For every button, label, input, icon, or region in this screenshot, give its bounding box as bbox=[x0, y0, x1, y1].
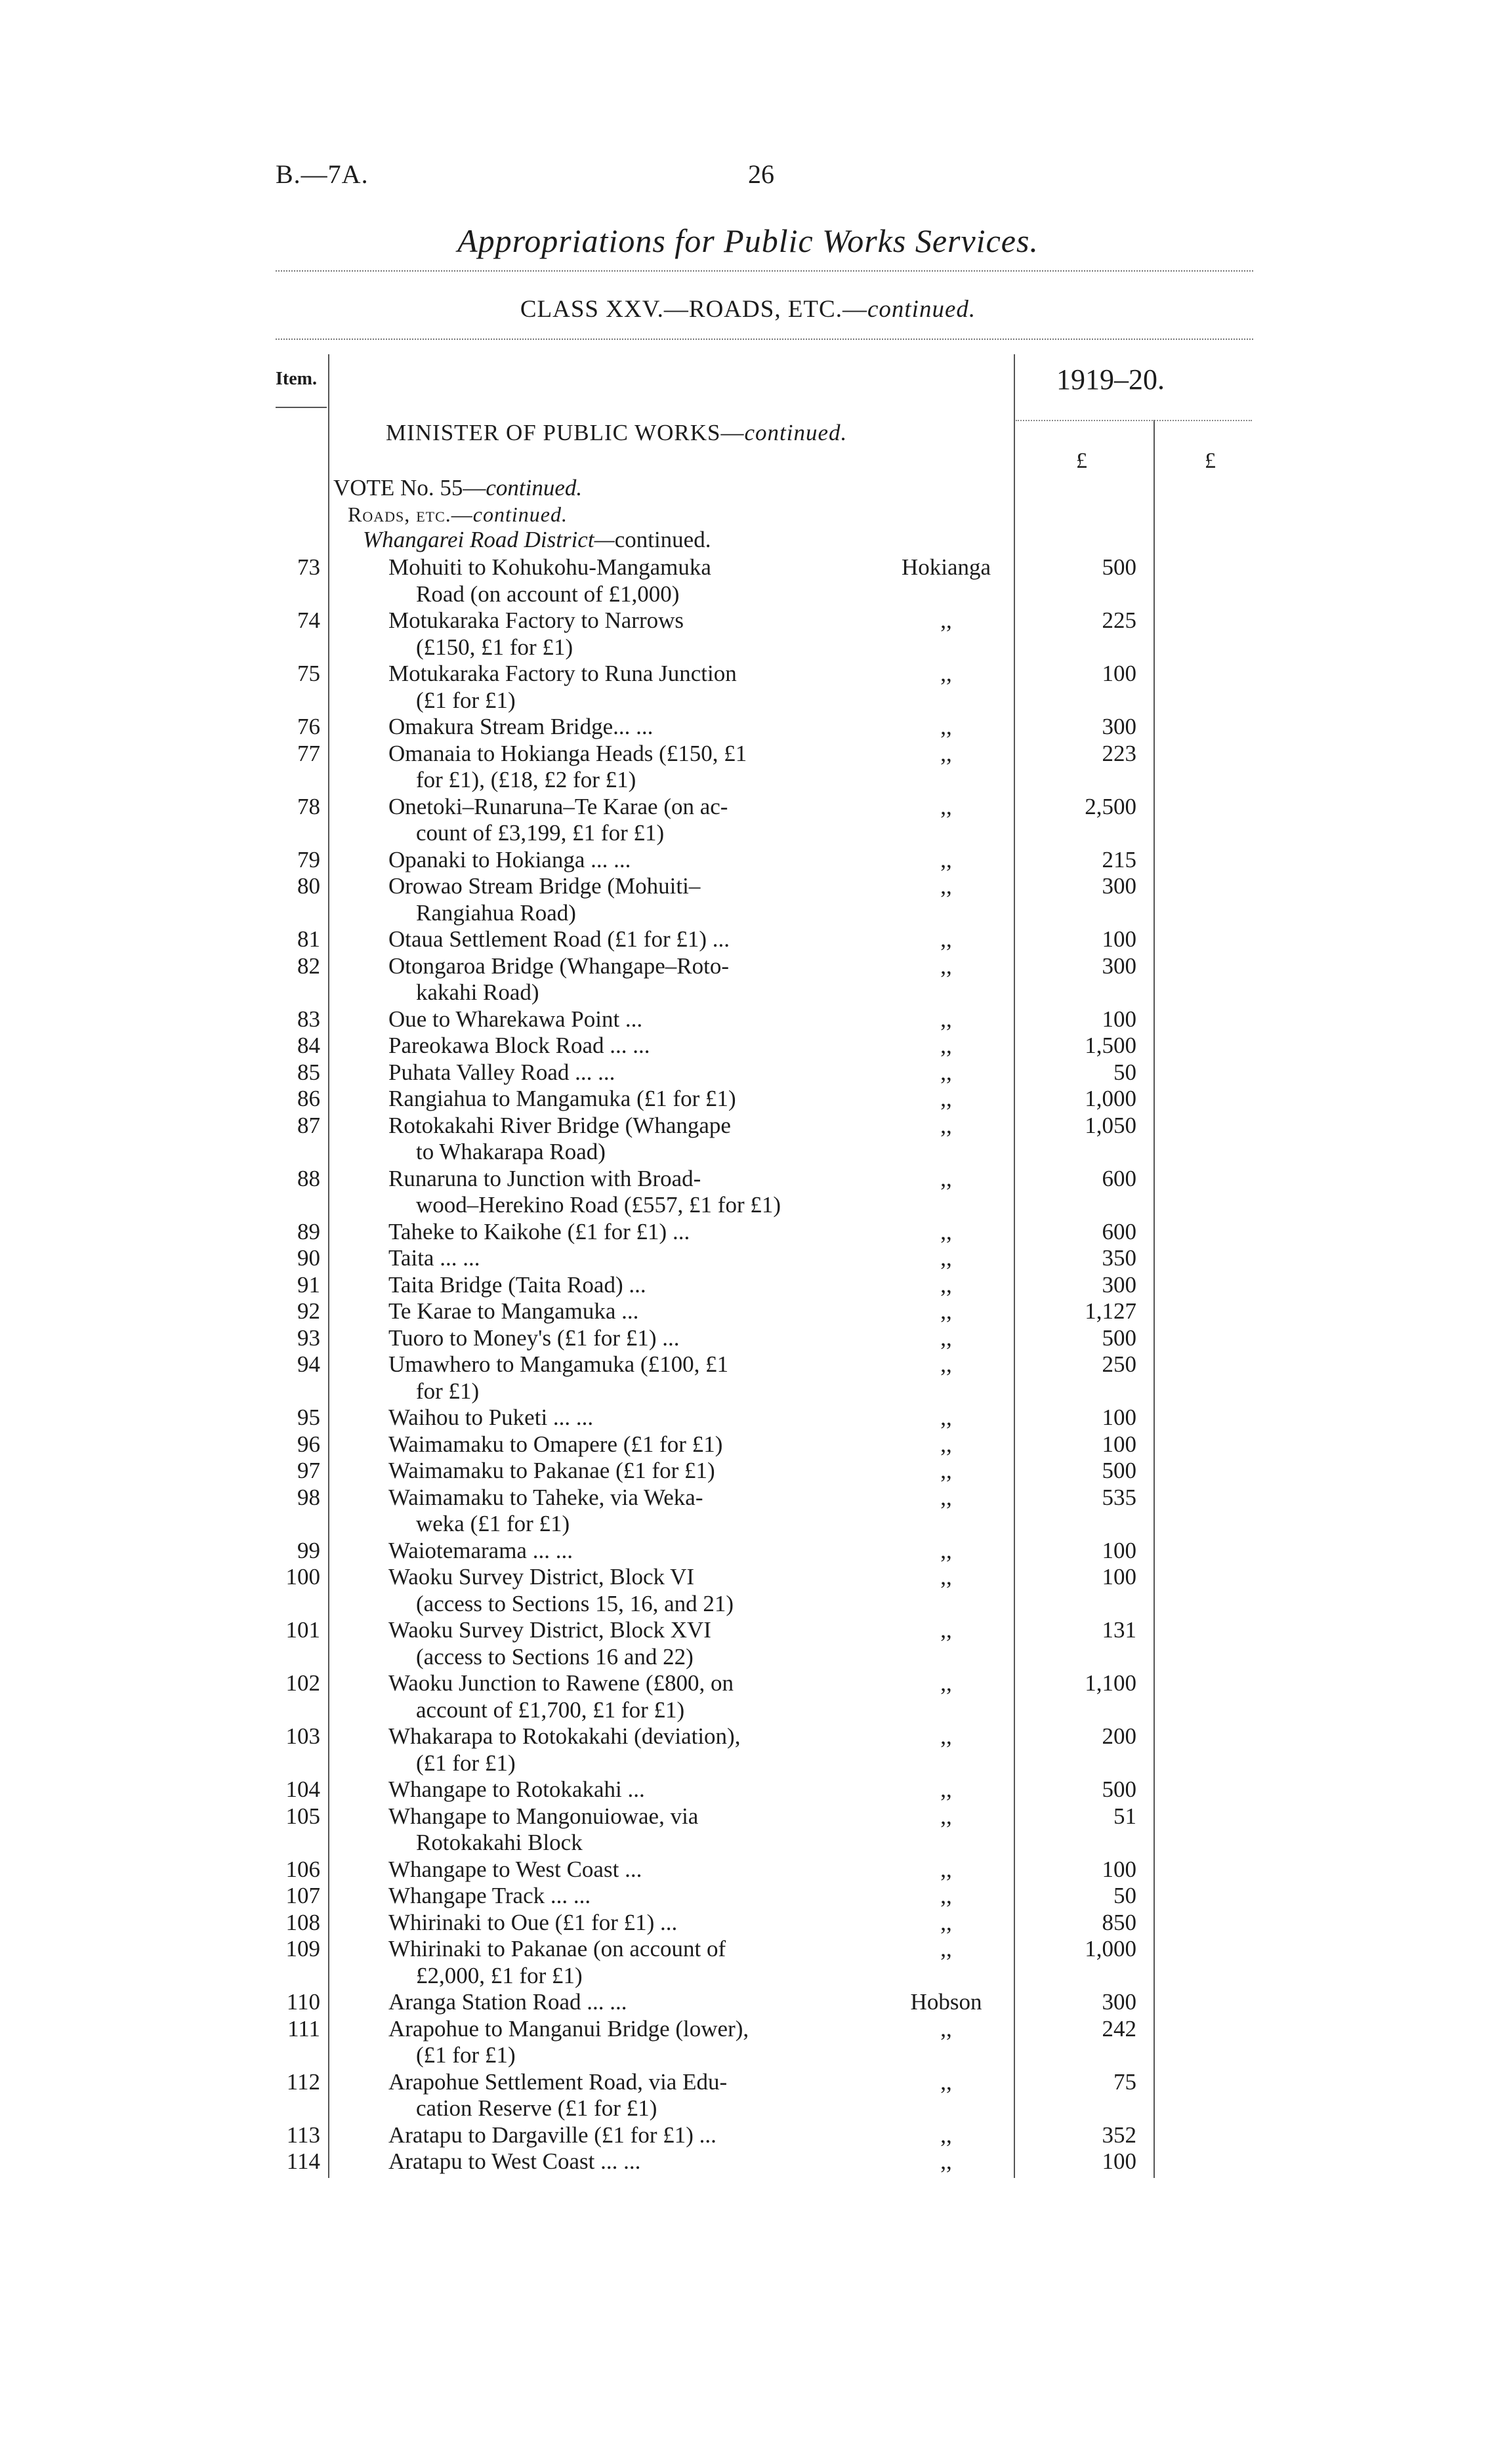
description-continuation: cation Reserve (£1 for £1) bbox=[416, 2095, 657, 2121]
vote-heading-continued: continued. bbox=[486, 475, 583, 501]
item-number: 95 bbox=[297, 1405, 320, 1430]
amount-value: 300 bbox=[1102, 1271, 1136, 1298]
amount-value: 600 bbox=[1102, 1165, 1136, 1191]
item-number: 77 bbox=[297, 740, 320, 766]
table-row bbox=[0, 1033, 1496, 1059]
item-description bbox=[388, 1006, 835, 1033]
description-line: Arapohue to Manganui Bridge (lower), bbox=[388, 2015, 749, 2042]
description-line: Umawhero to Mangamuka (£100, £1 bbox=[388, 1351, 729, 1377]
district-name: ,, bbox=[940, 714, 952, 739]
description-line: Orowao Stream Bridge (Mohuiti– bbox=[388, 873, 701, 899]
item-number: 94 bbox=[297, 1351, 320, 1377]
item-description bbox=[388, 661, 835, 714]
table-row bbox=[0, 714, 1496, 741]
description-continuation: count of £3,199, £1 for £1) bbox=[416, 820, 665, 846]
district-name: Hokianga bbox=[901, 554, 991, 580]
amount-value: 850 bbox=[1102, 1909, 1136, 1935]
description-line: Taita ... ... bbox=[388, 1245, 480, 1271]
district-name: ,, bbox=[940, 2015, 952, 2042]
amount-value: 1,100 bbox=[1085, 1670, 1136, 1696]
item-description bbox=[388, 1910, 835, 1937]
table-row bbox=[0, 1776, 1496, 1803]
table-row bbox=[0, 1325, 1496, 1352]
district-heading-main: Whangarei Road District— bbox=[363, 527, 615, 552]
table-row bbox=[0, 1006, 1496, 1033]
appropriations-table bbox=[0, 554, 1496, 2175]
minister-heading-continued: continued. bbox=[744, 420, 848, 445]
district-name: ,, bbox=[940, 740, 952, 766]
description-line: Waoku Survey District, Block VI bbox=[388, 1564, 695, 1590]
table-row bbox=[0, 2148, 1496, 2175]
table-row bbox=[0, 1405, 1496, 1431]
amount-value: 500 bbox=[1102, 1458, 1136, 1483]
description-line: Mohuiti to Kohukohu-Mangamuka bbox=[388, 554, 711, 580]
item-description bbox=[388, 1325, 835, 1352]
district-heading-continued: continued. bbox=[614, 527, 711, 552]
item-description bbox=[388, 1405, 835, 1431]
table-row bbox=[0, 1485, 1496, 1538]
amount-value: 50 bbox=[1113, 1059, 1136, 1085]
description-continuation: Road (on account of £1,000) bbox=[416, 581, 680, 607]
description-line: Waoku Survey District, Block XVI bbox=[388, 1617, 711, 1643]
table-row bbox=[0, 1723, 1496, 1776]
item-description bbox=[388, 1485, 835, 1538]
item-number: 92 bbox=[297, 1298, 320, 1324]
table-row bbox=[0, 2016, 1496, 2069]
description-line: Opanaki to Hokianga ... ... bbox=[388, 846, 631, 873]
item-description bbox=[388, 1033, 835, 1059]
district-name: ,, bbox=[940, 1033, 952, 1058]
item-number: 96 bbox=[297, 1431, 320, 1457]
amount-value: 100 bbox=[1102, 926, 1136, 952]
item-column-header: Item. bbox=[276, 369, 317, 389]
item-description bbox=[388, 1059, 835, 1086]
description-line: Arapohue Settlement Road, via Edu- bbox=[388, 2068, 728, 2095]
item-description bbox=[388, 1723, 835, 1776]
table-row bbox=[0, 1298, 1496, 1325]
district-name: ,, bbox=[940, 1909, 952, 1935]
table-row bbox=[0, 1245, 1496, 1272]
description-line: Whangape to Rotokakahi ... bbox=[388, 1776, 645, 1802]
amount-value: 223 bbox=[1102, 740, 1136, 766]
district-name: ,, bbox=[940, 1856, 952, 1882]
district-name: ,, bbox=[940, 1431, 952, 1457]
amount-value: 100 bbox=[1102, 1431, 1136, 1457]
table-row bbox=[0, 794, 1496, 847]
item-number: 107 bbox=[285, 1883, 320, 1908]
description-line: Otaua Settlement Road (£1 for £1) ... bbox=[388, 926, 730, 952]
district-name: ,, bbox=[940, 2068, 952, 2095]
district-name: ,, bbox=[940, 1218, 952, 1244]
description-line: Whangape Track ... ... bbox=[388, 1883, 591, 1908]
item-number: 101 bbox=[285, 1617, 320, 1643]
district-name: ,, bbox=[940, 846, 952, 873]
table-row bbox=[0, 1883, 1496, 1910]
table-row bbox=[0, 1219, 1496, 1246]
description-line: Onetoki–Runaruna–Te Karae (on ac- bbox=[388, 793, 728, 819]
description-continuation: (£1 for £1) bbox=[416, 2042, 516, 2068]
district-name: ,, bbox=[940, 607, 952, 633]
district-name: ,, bbox=[940, 1086, 952, 1111]
item-description bbox=[388, 2016, 835, 2069]
item-number: 89 bbox=[297, 1218, 320, 1244]
table-row bbox=[0, 1272, 1496, 1299]
amount-value: 300 bbox=[1102, 873, 1136, 899]
item-number: 73 bbox=[297, 554, 320, 580]
item-number: 86 bbox=[297, 1086, 320, 1111]
table-row bbox=[0, 953, 1496, 1006]
district-name: ,, bbox=[940, 1617, 952, 1643]
description-line: Otongaroa Bridge (Whangape–Roto- bbox=[388, 953, 730, 979]
description-continuation: for £1), (£18, £2 for £1) bbox=[416, 767, 636, 792]
amount-value: 535 bbox=[1102, 1484, 1136, 1510]
table-row bbox=[0, 1458, 1496, 1485]
district-name: ,, bbox=[940, 2148, 952, 2174]
table-top-divider bbox=[276, 339, 1253, 340]
description-line: Whirinaki to Pakanae (on account of bbox=[388, 1936, 726, 1961]
item-description bbox=[388, 1564, 835, 1617]
description-line: Waihou to Puketi ... ... bbox=[388, 1405, 594, 1430]
description-continuation: (access to Sections 15, 16, and 21) bbox=[416, 1590, 734, 1616]
item-description bbox=[388, 554, 835, 607]
table-row bbox=[0, 554, 1496, 607]
item-description bbox=[388, 953, 835, 1006]
table-row bbox=[0, 1431, 1496, 1458]
district-name: ,, bbox=[940, 2122, 952, 2148]
description-line: Waimamaku to Omapere (£1 for £1) bbox=[388, 1431, 723, 1457]
amount-value: 1,050 bbox=[1085, 1112, 1136, 1138]
item-number: 74 bbox=[297, 607, 320, 633]
district-name: ,, bbox=[940, 1803, 952, 1829]
item-number: 91 bbox=[297, 1271, 320, 1298]
item-description bbox=[388, 1113, 835, 1166]
item-description bbox=[388, 1776, 835, 1803]
description-continuation: (£1 for £1) bbox=[416, 1750, 516, 1776]
description-line: Waoku Junction to Rawene (£800, on bbox=[388, 1670, 734, 1696]
amount-value: 100 bbox=[1102, 2148, 1136, 2174]
item-number: 114 bbox=[286, 2148, 320, 2174]
item-description bbox=[388, 1166, 835, 1219]
table-row bbox=[0, 1670, 1496, 1723]
item-description bbox=[388, 847, 835, 874]
currency-symbol: £ bbox=[1205, 449, 1216, 473]
item-description bbox=[388, 2069, 835, 2122]
description-line: Waiotemarama ... ... bbox=[388, 1537, 573, 1563]
item-number: 76 bbox=[297, 714, 320, 739]
amount-value: 100 bbox=[1102, 1564, 1136, 1590]
district-name: ,, bbox=[940, 953, 952, 979]
amount-value: 50 bbox=[1113, 1883, 1136, 1908]
description-continuation: weka (£1 for £1) bbox=[416, 1511, 570, 1536]
table-row bbox=[0, 1538, 1496, 1565]
district-name: Hobson bbox=[910, 1989, 982, 2015]
table-row bbox=[0, 926, 1496, 953]
amount-value: 300 bbox=[1102, 714, 1136, 739]
year-header-rule bbox=[1016, 420, 1252, 421]
item-number: 105 bbox=[285, 1803, 320, 1829]
description-continuation: (access to Sections 16 and 22) bbox=[416, 1643, 694, 1670]
table-row bbox=[0, 1857, 1496, 1883]
district-name: ,, bbox=[940, 1537, 952, 1563]
item-description bbox=[388, 926, 835, 953]
district-name: ,, bbox=[940, 1405, 952, 1430]
table-row bbox=[0, 1803, 1496, 1857]
item-description bbox=[388, 1219, 835, 1246]
description-line: Motukaraka Factory to Narrows bbox=[388, 607, 684, 633]
amount-value: 350 bbox=[1102, 1245, 1136, 1271]
description-line: Rangiahua to Mangamuka (£1 for £1) bbox=[388, 1086, 736, 1111]
description-line: Puhata Valley Road ... ... bbox=[388, 1059, 615, 1085]
item-number: 90 bbox=[297, 1245, 320, 1271]
district-name: ,, bbox=[940, 1271, 952, 1298]
table-row bbox=[0, 1086, 1496, 1113]
description-continuation: account of £1,700, £1 for £1) bbox=[416, 1696, 685, 1723]
description-continuation: wood–Herekino Road (£557, £1 for £1) bbox=[416, 1192, 781, 1218]
table-row bbox=[0, 1617, 1496, 1670]
amount-value: 1,500 bbox=[1085, 1033, 1136, 1058]
table-row bbox=[0, 873, 1496, 926]
description-line: Whirinaki to Oue (£1 for £1) ... bbox=[388, 1909, 678, 1935]
item-number: 83 bbox=[297, 1006, 320, 1032]
description-line: Tuoro to Money's (£1 for £1) ... bbox=[388, 1324, 680, 1351]
description-continuation: (£1 for £1) bbox=[416, 687, 516, 713]
amount-value: 100 bbox=[1102, 661, 1136, 686]
item-number: 102 bbox=[285, 1670, 320, 1696]
district-name: ,, bbox=[940, 1458, 952, 1483]
description-line: Taheke to Kaikohe (£1 for £1) ... bbox=[388, 1218, 690, 1244]
amount-value: 2,500 bbox=[1085, 793, 1136, 819]
description-line: Aratapu to West Coast ... ... bbox=[388, 2148, 641, 2174]
item-description bbox=[388, 1803, 835, 1857]
roads-heading bbox=[348, 503, 568, 527]
item-description bbox=[388, 2122, 835, 2149]
item-description bbox=[388, 794, 835, 847]
description-continuation: Rangiahua Road) bbox=[416, 899, 576, 926]
table-row bbox=[0, 2122, 1496, 2149]
item-description bbox=[388, 1245, 835, 1272]
table-row bbox=[0, 661, 1496, 714]
item-description bbox=[388, 741, 835, 794]
description-continuation: £2,000, £1 for £1) bbox=[416, 1962, 583, 1988]
item-number: 82 bbox=[297, 953, 320, 979]
amount-value: 75 bbox=[1113, 2068, 1136, 2095]
description-line: Te Karae to Mangamuka ... bbox=[388, 1298, 639, 1324]
item-description bbox=[388, 1883, 835, 1910]
amount-value: 100 bbox=[1102, 1537, 1136, 1563]
item-description bbox=[388, 1936, 835, 1989]
amount-value: 51 bbox=[1113, 1803, 1136, 1829]
amount-value: 1,127 bbox=[1085, 1298, 1136, 1324]
description-continuation: (£150, £1 for £1) bbox=[416, 634, 573, 660]
description-line: Runaruna to Junction with Broad- bbox=[388, 1165, 701, 1191]
description-line: Motukaraka Factory to Runa Junction bbox=[388, 661, 737, 686]
minister-heading bbox=[386, 420, 847, 446]
item-number: 106 bbox=[285, 1856, 320, 1882]
amount-value: 500 bbox=[1102, 1776, 1136, 1802]
amount-value: 250 bbox=[1102, 1351, 1136, 1377]
item-description bbox=[388, 1086, 835, 1113]
description-continuation: for £1) bbox=[416, 1378, 480, 1404]
district-name: ,, bbox=[940, 661, 952, 686]
item-number: 75 bbox=[297, 661, 320, 686]
item-description bbox=[388, 1670, 835, 1723]
amount-value: 131 bbox=[1102, 1617, 1136, 1643]
amount-value: 1,000 bbox=[1085, 1086, 1136, 1111]
page-title: Appropriations for Public Works Services. bbox=[457, 222, 1039, 259]
description-line: Whakarapa to Rotokakahi (deviation), bbox=[388, 1723, 741, 1749]
class-heading bbox=[0, 295, 1496, 323]
class-heading-continued: continued. bbox=[867, 296, 976, 323]
district-name: ,, bbox=[940, 1351, 952, 1377]
item-number: 87 bbox=[297, 1112, 320, 1138]
description-line: Omakura Stream Bridge... ... bbox=[388, 714, 654, 739]
item-number: 98 bbox=[297, 1484, 320, 1510]
amount-value: 215 bbox=[1102, 846, 1136, 873]
item-number: 103 bbox=[285, 1723, 320, 1749]
item-description bbox=[388, 607, 835, 661]
description-continuation: to Whakarapa Road) bbox=[416, 1139, 606, 1164]
item-description bbox=[388, 1272, 835, 1299]
item-description bbox=[388, 1538, 835, 1565]
district-name: ,, bbox=[940, 926, 952, 952]
amount-value: 100 bbox=[1102, 1006, 1136, 1032]
description-continuation: kakahi Road) bbox=[416, 979, 539, 1005]
district-name: ,, bbox=[940, 1564, 952, 1590]
district-heading bbox=[363, 527, 711, 553]
title-divider bbox=[276, 270, 1253, 272]
district-name: ,, bbox=[940, 793, 952, 819]
table-row bbox=[0, 1989, 1496, 2016]
description-line: Aranga Station Road ... ... bbox=[388, 1989, 627, 2015]
district-name: ,, bbox=[940, 1059, 952, 1085]
description-line: Omanaia to Hokianga Heads (£150, £1 bbox=[388, 740, 747, 766]
amount-value: 242 bbox=[1102, 2015, 1136, 2042]
item-number: 80 bbox=[297, 873, 320, 899]
item-number: 84 bbox=[297, 1033, 320, 1058]
vote-heading-main: VOTE No. 55— bbox=[333, 475, 486, 501]
item-number: 111 bbox=[287, 2015, 320, 2042]
minister-heading-main: MINISTER OF PUBLIC WORKS— bbox=[386, 420, 745, 445]
item-number: 113 bbox=[286, 2122, 320, 2148]
item-number: 112 bbox=[286, 2068, 320, 2095]
item-number: 88 bbox=[297, 1165, 320, 1191]
item-number: 79 bbox=[297, 846, 320, 873]
district-name: ,, bbox=[940, 1484, 952, 1510]
item-description bbox=[388, 1431, 835, 1458]
item-description bbox=[388, 1617, 835, 1670]
table-row bbox=[0, 1113, 1496, 1166]
district-name: ,, bbox=[940, 1165, 952, 1191]
description-continuation: Rotokakahi Block bbox=[416, 1830, 583, 1855]
district-name: ,, bbox=[940, 1112, 952, 1138]
item-number: 110 bbox=[286, 1989, 320, 2015]
amount-value: 600 bbox=[1102, 1218, 1136, 1244]
amount-value: 300 bbox=[1102, 1989, 1136, 2015]
item-description bbox=[388, 714, 835, 741]
amount-value: 500 bbox=[1102, 1324, 1136, 1351]
table-row bbox=[0, 741, 1496, 794]
item-number: 104 bbox=[285, 1776, 320, 1802]
amount-value: 300 bbox=[1102, 953, 1136, 979]
item-description bbox=[388, 1298, 835, 1325]
amount-value: 1,000 bbox=[1085, 1936, 1136, 1961]
item-description bbox=[388, 873, 835, 926]
amount-value: 100 bbox=[1102, 1856, 1136, 1882]
document-reference: B.—7A. bbox=[276, 159, 369, 189]
roads-heading-main: Roads, etc.— bbox=[348, 503, 473, 526]
district-name: ,, bbox=[940, 1245, 952, 1271]
description-line: Rotokakahi River Bridge (Whangape bbox=[388, 1112, 731, 1138]
table-row bbox=[0, 1564, 1496, 1617]
item-number: 109 bbox=[285, 1936, 320, 1961]
amount-value: 225 bbox=[1102, 607, 1136, 633]
currency-symbol: £ bbox=[1076, 449, 1087, 473]
item-number: 85 bbox=[297, 1059, 320, 1085]
item-number: 99 bbox=[297, 1537, 320, 1563]
amount-value: 100 bbox=[1102, 1405, 1136, 1430]
district-name: ,, bbox=[940, 1670, 952, 1696]
table-row bbox=[0, 847, 1496, 874]
table-row bbox=[0, 1166, 1496, 1219]
item-number: 81 bbox=[297, 926, 320, 952]
item-description bbox=[388, 1351, 835, 1405]
description-line: Oue to Wharekawa Point ... bbox=[388, 1006, 643, 1032]
table-row bbox=[0, 607, 1496, 661]
description-line: Waimamaku to Taheke, via Weka- bbox=[388, 1484, 703, 1510]
item-description bbox=[388, 1458, 835, 1485]
item-number: 100 bbox=[285, 1564, 320, 1590]
item-description bbox=[388, 1989, 835, 2016]
district-name: ,, bbox=[940, 1883, 952, 1908]
description-line: Whangape to Mangonuiowae, via bbox=[388, 1803, 699, 1829]
table-row bbox=[0, 2069, 1496, 2122]
item-number: 97 bbox=[297, 1458, 320, 1483]
roads-heading-continued: continued. bbox=[472, 503, 568, 526]
description-line: Waimamaku to Pakanae (£1 for £1) bbox=[388, 1458, 715, 1483]
table-row bbox=[0, 1059, 1496, 1086]
year-column-header: 1919–20. bbox=[1056, 363, 1165, 396]
district-name: ,, bbox=[940, 1723, 952, 1749]
item-description bbox=[388, 2148, 835, 2175]
district-name: ,, bbox=[940, 1324, 952, 1351]
table-row bbox=[0, 1936, 1496, 1989]
page-number: 26 bbox=[748, 159, 774, 189]
amount-value: 500 bbox=[1102, 554, 1136, 580]
description-line: Taita Bridge (Taita Road) ... bbox=[388, 1271, 646, 1298]
description-line: Whangape to West Coast ... bbox=[388, 1856, 642, 1882]
district-name: ,, bbox=[940, 1776, 952, 1802]
vote-heading bbox=[333, 475, 582, 501]
description-line: Aratapu to Dargaville (£1 for £1) ... bbox=[388, 2122, 717, 2148]
district-name: ,, bbox=[940, 1936, 952, 1961]
district-name: ,, bbox=[940, 873, 952, 899]
district-name: ,, bbox=[940, 1298, 952, 1324]
item-header-rule bbox=[276, 407, 327, 408]
amount-value: 352 bbox=[1102, 2122, 1136, 2148]
amount-value: 200 bbox=[1102, 1723, 1136, 1749]
item-number: 93 bbox=[297, 1324, 320, 1351]
table-row bbox=[0, 1910, 1496, 1937]
class-heading-main: CLASS XXV.—ROADS, ETC.— bbox=[520, 296, 867, 323]
item-description bbox=[388, 1857, 835, 1883]
item-number: 78 bbox=[297, 793, 320, 819]
table-row bbox=[0, 1351, 1496, 1405]
item-number: 108 bbox=[285, 1909, 320, 1935]
district-name: ,, bbox=[940, 1006, 952, 1032]
description-line: Pareokawa Block Road ... ... bbox=[388, 1033, 650, 1058]
